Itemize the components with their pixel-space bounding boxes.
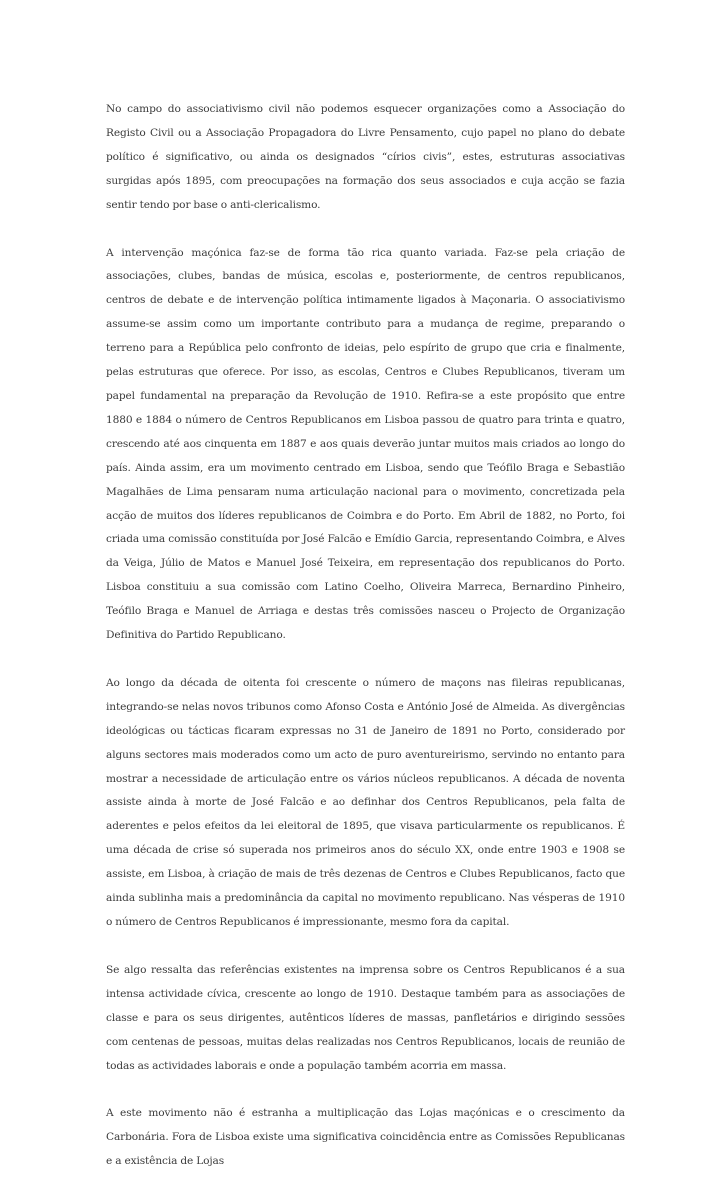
paragraph-intervencao-maconica: A intervenção maçónica faz-se de forma tão rica quanto variada. Faz-se pela criação de associações, clubes, bandas de música, escolas e, posteriormente, de centros republicanos, centros de debate e de intervenção política intimamente ligados à Maçonaria. O associativismo assume-se assim como um importante contributo para a mudança de regime, preparando o terreno para a República pelo confronto de ideias, pelo espírito de grupo que cria e finalmente, pelas estruturas que oferece. Por isso, as escolas, Centros e Clubes Republicanos, tiveram um papel fundamental na preparação da Revolução de 1910. Refira-se a este propósito que entre 1880 e 1884 o número de Centros Republicanos em Lisboa passou de quatro para trinta e quatro, crescendo até aos cinquenta em 1887 e aos quais deverão juntar muitos mais criados ao longo do país. Ainda assim, era um movimento centrado em Lisboa, sendo que Teófilo Braga e Sebastião Magalhães de Lima pensaram numa articulação nacional para o movimento, concretizada pela acção de muitos dos líderes republicanos de Coimbra e do Porto. Em Abril de 1882, no Porto, foi criada uma comissão constituída por José Falcão e Emídio Garcia, representando Coimbra, e Alves da Veiga, Júlio de Matos e Manuel José Teixeira, em representação dos republicanos do Porto. Lisboa constituiu a sua comissão com Latino Coelho, Oliveira Marreca, Bernardino Pinheiro, Teófilo Braga e Manuel de Arriaga e destas três comissões nasceu o Projecto de Organização Definitiva do Partido Republicano. — [106, 246, 625, 642]
paragraph-decada-oitenta: Ao longo da década de oitenta foi crescente o número de maçons nas fileiras republicanas, integrando-se nelas novos tribunos como Afonso Costa e António José de Almeida. As divergências ideológicas ou tácticas ficaram expressas no 31 de Janeiro de 1891 no Porto, considerado por alguns sectores mais moderados como um acto de puro aventureirismo, servindo no entanto para mostrar a necessidade de articulação entre os vários núcleos republicanos. A década de noventa assiste ainda à morte de José Falcão e ao definhar dos Centros Republicanos, pela falta de aderentes e pelos efeitos da lei eleitoral de 1895, que visava particularmente os republicanos. É uma década de crise só superada nos primeiros anos do século XX, onde entre 1903 e 1908 se assiste, em Lisboa, à criação de mais de três dezenas de Centros e Clubes Republicanos, facto que ainda sublinha mais a predominância da capital no movimento republicano. Nas vésperas de 1910 o número de Centros Republicanos é impressionante, mesmo fora da capital. — [106, 676, 625, 928]
paragraph-associativismo-civil: No campo do associativismo civil não podemos esquecer organizações como a Associação do Registo Civil ou a Associação Propagadora do Livre Pensamento, cujo papel no plano do debate político é significativo, ou ainda os designados “círios civis”, estes, estruturas associativas surgidas após 1895, com preocupações na formação dos seus associados e cuja acção se fazia sentir tendo por base o anti-clericalismo. — [106, 103, 625, 211]
paragraph-lojas-maconicas: A este movimento não é estranha a multiplicação das Lojas maçónicas e o crescimento da Carbonária. Fora de Lisboa existe uma significativa coincidência entre as Comissões Republicanas e a existência de Lojas — [106, 1107, 625, 1168]
document-body — [106, 98, 625, 1198]
paragraph-centros-republicanos: Se algo ressalta das referências existentes na imprensa sobre os Centros Republicanos é a sua intensa actividade cívica, crescente ao longo de 1910. Destaque também para as associações de classe e para os seus dirigentes, autênticos líderes de massas, panfletários e dirigindo sessões com centenas de pessoas, muitas delas realizadas nos Centros Republicanos, locais de reunião de todas as actividades laborais e onde a população também acorria em massa. — [106, 963, 625, 1072]
